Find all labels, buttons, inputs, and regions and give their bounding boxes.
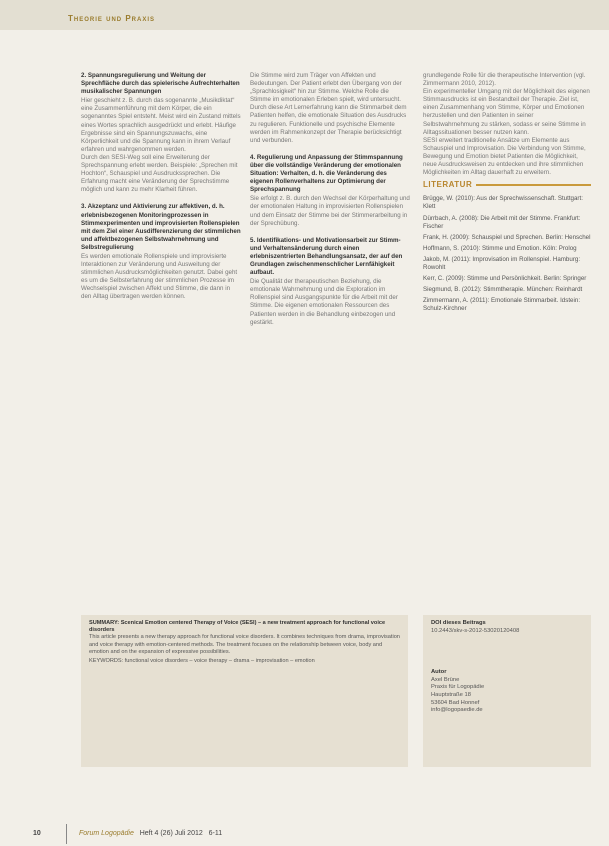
page-number: 10 — [33, 830, 41, 837]
literature-title: LITERATUR — [423, 180, 473, 190]
paragraph: Ein experimenteller Umgang mit der Möglichkeit des eigenen Stimmausdrucks ist ein Bestandteil der Therapie. Ziel ist, einen Zusammenhang von Stimme, Körper und Emotionen herzustellen und den Patienten in seiner Selbstwahrnehmung zu stärken, sodass er seine Stimme in Alltagssituationen besser nutzen kann. — [423, 88, 590, 136]
heading-4: 4. Regulierung und Anpassung der Stimmspannung über die vollständige Veränderung der emotionalen Situation: Verhalten, d. h. die Veränderung des eigenen Rollenverhaltens zur Optimierung der Sprechspannung — [250, 153, 403, 194]
literature-rule — [476, 184, 591, 186]
heading-2: 2. Spannungsregulierung und Weitung der Sprechfläche durch das spielerische Aufrechterhalten musikalischer Spannungen — [81, 72, 240, 96]
author-line: Axel Brüne — [431, 676, 460, 683]
literature-heading — [423, 181, 591, 189]
author-line: info@logopaedie.de — [431, 707, 483, 714]
column-3 — [423, 72, 591, 316]
section-label: Theorie und Praxis — [68, 14, 156, 23]
author-heading: Autor — [431, 669, 447, 676]
paragraph: Es werden emotionale Rollenspiele und improvisierte Interaktionen zur Veränderung und Ausweitung der stimmlichen Ausdrucksmöglichkeiten genutzt. Dabei geht es um die Selbsterfahrung der stimmlichen Prozesse im Wechselspiel zwischen Affekt und Stimme, die dann in den Alltag übertragen werden können. — [81, 252, 238, 301]
magazine-name: Forum Logopädie — [79, 830, 134, 837]
literature-item: Kerr, C. (2009): Stimme und Persönlichkeit. Berlin: Springer — [423, 275, 587, 283]
doi-heading: DOI dieses Beitrags — [431, 620, 486, 626]
paragraph: Die Stimme wird zum Träger von Affekten und Bedeutungen. Der Patient erlebt den Übergang von der „Sprachlosigkeit“ hin zur Stimme. Welche Rolle die Stimme im emotionalen Erleben spielt, wird untersucht. — [250, 72, 402, 104]
page-range: 6-11 — [208, 830, 223, 837]
literature-item: Hoffmann, S. (2010): Stimme und Emotion. Köln: Prolog — [423, 244, 577, 252]
literature-item: Siegmund, B. (2012): Stimmtherapie. München: Reinhardt — [423, 286, 583, 294]
footer-divider — [66, 824, 67, 844]
literature-item: Frank, H. (2009): Schauspiel und Sprechen. Berlin: Henschel — [423, 233, 591, 241]
heading-5: 5. Identifikations- und Motivationsarbeit zur Stimm- und Verhaltensänderung durch einen erlebniszentrierten Behandlungsansatz, der auf den Grundlagen zwischenmenschlicher Lernfähigkeit aufbaut. — [250, 236, 403, 277]
paragraph: Hier geschieht z. B. durch das sogenannte „Musikdiktat“ eine Zusammenführung mit dem Körper, die ein sogenanntes Spiel entsteht. Meist wird ein Zustand mittels eines Wortes sprachlich ausgedrückt und erlebt. Häufige Ergebnisse sind ein Spannungszuwachs, eine Körperlichkeit und die Spannung kann in ihrem Verlauf erfahren und wahrgenommen werden. — [81, 97, 241, 153]
paragraph: SESI erweitert traditionelle Ansätze um Elemente aus Schauspiel und Improvisation. Die Verbindung von Stimme, Bewegung und Emotion bietet Patienten die Möglichkeit, neue Ausdrucksweisen zu entdecken und ihre stimmlichen Möglichkeiten im Alltag dauerhaft zu erweitern. — [423, 136, 586, 177]
literature-item: Dürrbach, A. (2008): Die Arbeit mit der Stimme. Frankfurt: Fischer — [423, 214, 581, 230]
summary-keywords: KEYWORDS: functional voice disorders – voice therapy – drama – improvisation – emotion — [89, 658, 315, 665]
heading-3: 3. Akzeptanz und Aktivierung zur affektiven, d. h. erlebnisbezogenen Monitoringprozessen in Stimmexperimenten und improvisierten Rollenspielen mit dem Ziel einer Ausdifferenzierung der stimmlichen und affektbezogenen Selbstwahrnehmung und Selbstregulierung — [81, 203, 241, 251]
literature-item: Jakob, M. (2011): Improvisation im Rollenspiel. Hamburg: Rowohlt — [423, 255, 581, 271]
paragraph: Sie erfolgt z. B. durch den Wechsel der Körperhaltung und der emotionalen Haltung in improvisierten Rollenspielen und dem Einsatz der Stimme bei der Stimmerarbeitung in der Sprechübung. — [250, 195, 410, 227]
column-1 — [81, 72, 241, 302]
column-2 — [250, 72, 410, 327]
author-line: Praxis für Logopädie — [431, 684, 485, 691]
author-line: Hauptstraße 18 — [431, 691, 471, 698]
author-line: 53604 Bad Honnef — [431, 699, 480, 706]
paragraph: Die Qualität der therapeutischen Beziehung, die emotionale Wahrnehmung und die Exploration im Rollenspiel sind Ausgangspunkte für die Arbeit mit der Stimme. Die eigenen emotionalen Ressourcen des Patienten werden in die Behandlung einbezogen und gestärkt. — [250, 278, 398, 326]
literature-item: Zimmermann, A. (2011): Emotionale Stimmarbeit. Idstein: Schulz-Kirchner — [423, 297, 581, 313]
summary-body: This article presents a new therapy approach for functional voice disorders. It combines techniques from drama, improvisation and voice therapy with emotion-centered methods. The treatment focuses on the relationship between voice, body and emotion and on the expansion of expressive possibilities. — [89, 634, 400, 655]
paragraph: Durch diese Art Lernerfahrung kann die Stimmarbeit dem Patienten helfen, die emotionale Situation des Ausdrucks zu regulieren. Funktionelle und psychische Elemente werden im Rahmenkonzept der Therapie berücksichtigt und verbunden. — [250, 104, 407, 144]
paragraph: Durch den SESI-Weg soll eine Erweiterung der Sprechspannung erlebt werden. Beispiele: „Sprechen mit Hochton“, Schauspiel und Ausdruckssprechen. Die Erfahrung macht eine Veränderung der Sprechstimme möglich und kann zu mehr Klarheit führen. — [81, 153, 238, 194]
info-box — [423, 615, 591, 767]
literature-item: Brügge, W. (2010): Aus der Sprechwissenschaft. Stuttgart: Klett — [423, 195, 583, 211]
doi-value: 10.2443/skv-s-2012-53020120408 — [431, 627, 520, 634]
paragraph: grundlegende Rolle für die therapeutische Intervention (vgl. Zimmermann 2010, 2012). — [423, 72, 586, 88]
footer-text — [79, 830, 222, 837]
summary-box — [81, 615, 408, 767]
summary-heading: SUMMARY: Scenical Emotion centered Therapy of Voice (SESI) – a new treatment approach for functional voice disorders — [89, 620, 386, 634]
issue-info: Heft 4 (26) Juli 2012 — [139, 830, 203, 837]
